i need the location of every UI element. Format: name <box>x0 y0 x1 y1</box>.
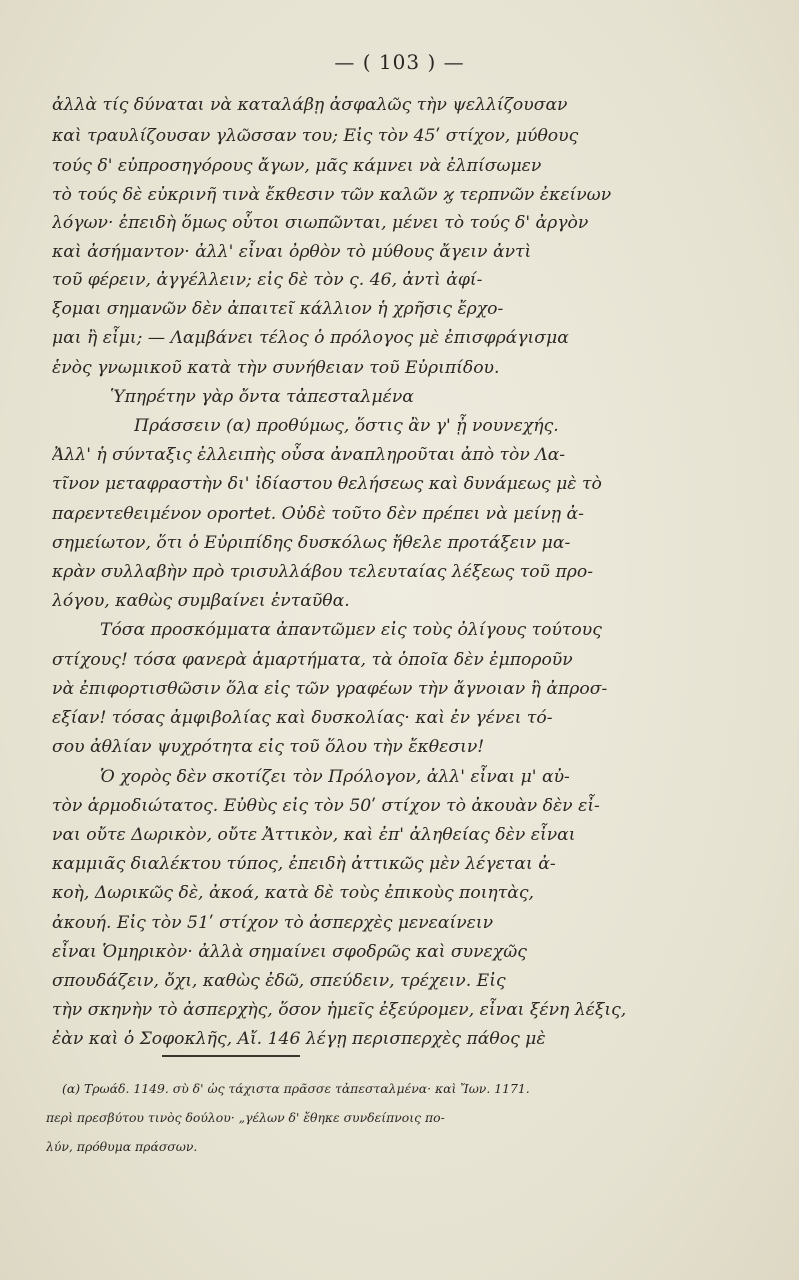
page-number: — ( 103 ) — <box>334 50 465 74</box>
body-line: στίχους! τόσα φανερὰ ἁμαρτήματα, τὰ ὁποῖα δὲν ἐμποροῦν <box>52 650 573 670</box>
body-line: ἀκουή. Εἰς τὸν 51ʹ στίχον τὸ ἀσπερχὲς μενεαίνειν <box>52 913 494 933</box>
body-line: νὰ ἐπιφορτισθῶσιν ὅλα εἰς τῶν γραφέων τὴν ἄγνοιαν ἢ ἀπροσ- <box>52 679 608 699</box>
body-line: ἀλλὰ τίς δύναται νὰ καταλάβῃ ἀσφαλῶς τὴν ψελλίζουσαν <box>52 95 568 115</box>
body-line: τῖνον μεταφραστὴν δι' ἰδίαστου θελήσεως καὶ δυνάμεως μὲ τὸ <box>52 474 602 494</box>
body-line: σημείωτον, ὅτι ὁ Εὐριπίδης δυσκόλως ἤθελε προτάξειν μα- <box>52 533 571 553</box>
body-line: εξίαν! τόσας ἀμφιβολίας καὶ δυσκολίας· καὶ ἐν γένει τό- <box>52 708 553 728</box>
body-line: τὴν σκηνὴν τὸ ἀσπερχὴς, ὅσον ἡμεῖς ἐξεύρομεν, εἶναι ξένη λέξις, <box>52 1000 627 1020</box>
footnote-line: λύν, πρόθυμα πράσσων. <box>46 1139 198 1154</box>
footnote-divider <box>162 1055 300 1057</box>
verse-quote-line: Πράσσειν (α) προθύμως, ὅστις ἂν γ' ᾖ νουνεχής. <box>134 416 559 436</box>
body-line: παρεντεθειμένον oportet. Οὐδὲ τοῦτο δὲν πρέπει νὰ μείνῃ ἀ- <box>52 504 584 524</box>
body-line: τὸν ἁρμοδιώτατος. Εὐθὺς εἰς τὸν 50ʹ στίχον τὸ ἀκουὰν δὲν εἶ- <box>52 796 600 816</box>
body-line: λόγων· ἐπειδὴ ὅμως οὗτοι σιωπῶνται, μένει τὸ τούς δ' ἀργὸν <box>52 213 589 233</box>
body-line: ξομαι σημανῶν δὲν ἀπαιτεῖ κάλλιον ἡ χρῆσις ἔρχο- <box>52 299 504 319</box>
body-line: εἶναι Ὁμηρικὸν· ἀλλὰ σημαίνει σφοδρῶς καὶ συνεχῶς <box>52 942 527 962</box>
body-line: ναι οὔτε Δωρικὸν, οὔτε Ἀττικὸν, καὶ ἐπ' ἀληθείας δὲν εἶναι <box>52 825 576 845</box>
body-line: καμμιᾶς διαλέκτου τύπος, ἐπειδὴ ἀττικῶς μὲν λέγεται ἀ- <box>52 854 556 874</box>
body-line: μαι ἢ εἶμι; — Λαμβάνει τέλος ὁ πρόλογος μὲ ἐπισφράγισμα <box>52 328 569 348</box>
body-line: τούς δ' εὐπροσηγόρους ἄγων, μᾶς κάμνει νὰ ἐλπίσωμεν <box>52 156 542 176</box>
body-line: Ἀλλ' ἡ σύνταξις ἐλλειπὴς οὖσα ἀναπληροῦται ἀπὸ τὸν Λα- <box>52 445 566 465</box>
body-line: τοῦ φέρειν, ἀγγέλλειν; εἰς δὲ τὸν ς. 46, ἀντὶ ἀφί- <box>52 270 483 290</box>
body-line: ἐὰν καὶ ὁ Σοφοκλῆς, Αἴ. 146 λέγῃ περισπερχὲς πάθος μὲ <box>52 1029 546 1049</box>
paragraph-start-line: Τόσα προσκόμματα ἀπαντῶμεν εἰς τοὺς ὀλίγους τούτους <box>100 620 602 640</box>
body-line: κοὴ, Δωρικῶς δὲ, ἀκοά, κατὰ δὲ τοὺς ἐπικοὺς ποιητὰς, <box>52 883 534 903</box>
body-line: καὶ ἀσήμαντον· ἀλλ' εἶναι ὀρθὸν τὸ μύθους ἄγειν ἀντὶ <box>52 242 532 262</box>
paragraph-start-line: Ὁ χορὸς δὲν σκοτίζει τὸν Πρόλογον, ἀλλ' εἶναι μ' αὐ- <box>100 767 570 787</box>
body-line: κρὰν συλλαβὴν πρὸ τρισυλλάβου τελευταίας λέξεως τοῦ προ- <box>52 562 594 582</box>
body-line: ἑνὸς γνωμικοῦ κατὰ τὴν συνήθειαν τοῦ Εὐριπίδου. <box>52 358 500 378</box>
body-line: σου ἀθλίαν ψυχρότητα εἰς τοῦ ὅλου τὴν ἔκθεσιν! <box>52 737 485 757</box>
verse-quote-line: Ὑπηρέτην γὰρ ὄντα τἀπεσταλμένα <box>110 387 414 407</box>
body-line: σπουδάζειν, ὄχι, καθὼς ἐδῶ, σπεύδειν, τρέχειν. Εἰς <box>52 971 506 991</box>
footnote-line: (α) Τρωάδ. 1149. σὺ δ' ὡς τάχιστα πρᾶσσε τἀπεσταλμένα· καὶ Ἴων. 1171. <box>62 1081 530 1096</box>
body-line: καὶ τραυλίζουσαν γλῶσσαν του; Εἰς τὸν 45ʹ στίχον, μύθους <box>52 126 579 146</box>
body-line: λόγου, καθὼς συμβαίνει ἐνταῦθα. <box>52 591 350 611</box>
footnote-line: περὶ πρεσβύτου τινὸς δούλου· „γέλων δ' ἔθηκε συνδείπνοις πο- <box>46 1110 445 1125</box>
body-line: τὸ τούς δὲ εὐκρινῆ τινὰ ἔκθεσιν τῶν καλῶν ϗ τερπνῶν ἐκείνων <box>52 185 612 205</box>
